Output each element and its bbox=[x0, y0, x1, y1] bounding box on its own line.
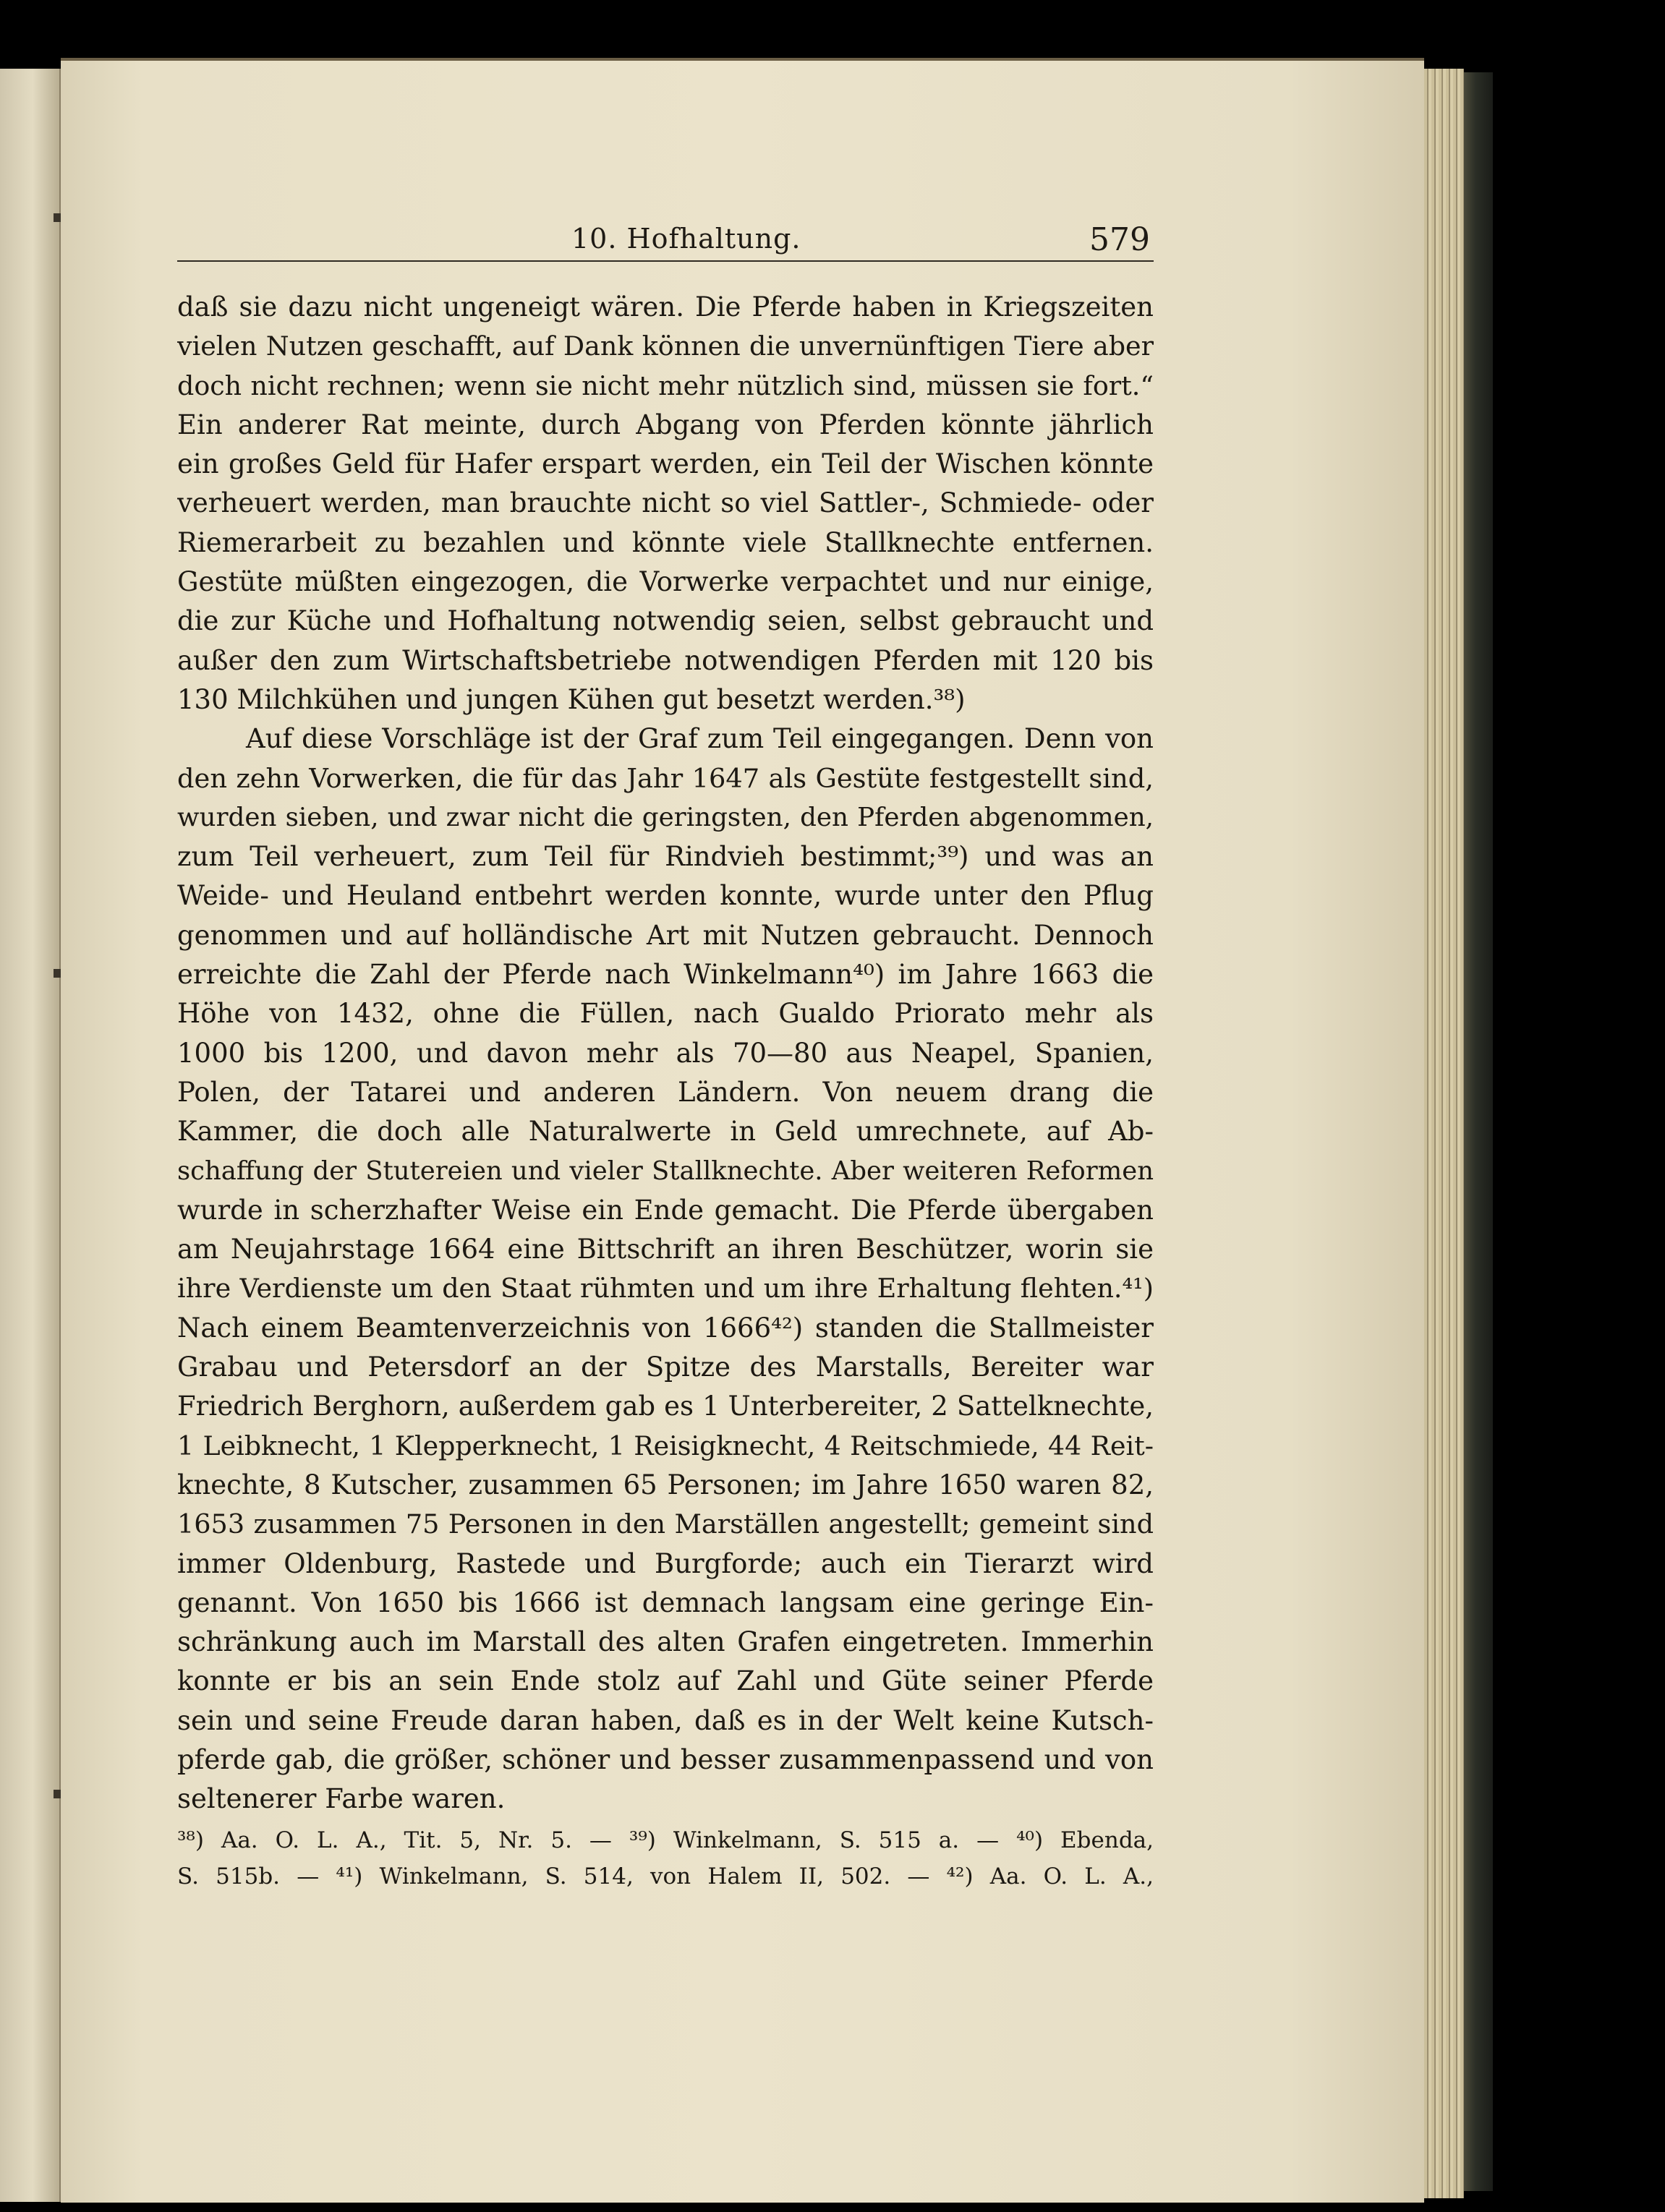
text-line: wurden sieben, und zwar nicht die geringsten, den Pferden abgenommen, bbox=[177, 802, 1154, 832]
text-line: 1000 bis 1200, und davon mehr als 70—80 aus Neapel, Spanien, bbox=[177, 1037, 1154, 1069]
text-line: knechte, 8 Kutscher, zusammen 65 Personen; im Jahre 1650 waren 82, bbox=[177, 1469, 1154, 1500]
text-line: außer den zum Wirtschaftsbetriebe notwendigen Pferden mit 120 bis bbox=[177, 644, 1154, 676]
text-line: Grabau und Petersdorf an der Spitze des Marstalls, Bereiter war bbox=[177, 1351, 1154, 1383]
text-line: sein und seine Freude daran haben, daß es in der Welt keine Kutsch- bbox=[177, 1704, 1154, 1736]
paragraph-start-line: Auf diese Vorschläge ist der Graf zum Teil eingegangen. Denn von bbox=[246, 723, 1154, 755]
text-line: ein großes Geld für Hafer erspart werden, ein Teil der Wischen könnte bbox=[177, 448, 1154, 480]
text-line: Höhe von 1432, ohne die Füllen, nach Gualdo Priorato mehr als bbox=[177, 998, 1154, 1030]
text-line: Gestüte müßten eingezogen, die Vorwerke verpachtet und nur einige, bbox=[177, 566, 1154, 598]
text-line: ihre Verdienste um den Staat rühmten und um ihre Erhaltung flehten.⁴¹) bbox=[177, 1273, 1154, 1304]
page-number: 579 bbox=[1089, 221, 1150, 258]
text-line: daß sie dazu nicht ungeneigt wären. Die Pferde haben in Kriegszeiten bbox=[177, 291, 1154, 323]
text-line: genommen und auf holländische Art mit Nutzen gebraucht. Dennoch bbox=[177, 919, 1154, 951]
text-line: erreichte die Zahl der Pferde nach Winkelmann⁴⁰) im Jahre 1663 die bbox=[177, 959, 1154, 991]
text-line: den zehn Vorwerken, die für das Jahr 1647 als Gestüte festgestellt sind, bbox=[177, 762, 1154, 794]
text-line: 1 Leibknecht, 1 Klepperknecht, 1 Reisigknecht, 4 Reitschmiede, 44 Reit- bbox=[177, 1430, 1154, 1461]
text-line: immer Oldenburg, Rastede und Burgforde; auch ein Tierarzt wird bbox=[177, 1547, 1154, 1579]
binding-stitch bbox=[54, 969, 61, 978]
running-title: 10. Hofhaltung. bbox=[571, 223, 801, 255]
binding-stitch bbox=[54, 213, 61, 222]
text-line: 130 Milchkühen und jungen Kühen gut besetzt werden.³⁸) bbox=[177, 683, 966, 715]
text-line: am Neujahrstage 1664 eine Bittschrift an ihren Beschützer, worin sie bbox=[177, 1234, 1154, 1265]
page-stack-edge bbox=[1424, 69, 1464, 2198]
body-text bbox=[177, 288, 1154, 1819]
binding-stitch bbox=[54, 1790, 61, 1798]
text-line: seltenerer Farbe waren. bbox=[177, 1783, 506, 1815]
text-line: doch nicht rechnen; wenn sie nicht mehr nützlich sind, müssen sie fort.“ bbox=[177, 370, 1154, 401]
text-line: die zur Küche und Hofhaltung notwendig seien, selbst gebraucht und bbox=[177, 605, 1154, 637]
text-line: Kammer, die doch alle Naturalwerte in Geld umrechnete, auf Ab- bbox=[177, 1116, 1154, 1148]
text-line: pferde gab, die größer, schöner und besser zusammenpassend und von bbox=[177, 1743, 1154, 1775]
text-line: wurde in scherzhafter Weise ein Ende gemacht. Die Pferde übergaben bbox=[177, 1194, 1154, 1226]
text-line: Weide- und Heuland entbehrt werden konnte, wurde unter den Pflug bbox=[177, 880, 1154, 912]
text-line: zum Teil verheuert, zum Teil für Rindvieh bestimmt;³⁹) und was an bbox=[177, 841, 1154, 873]
footnote-line: ³⁸) Aa. O. L. A., Tit. 5, Nr. 5. — ³⁹) Winkelmann, S. 515 a. — ⁴⁰) Ebenda, bbox=[177, 1827, 1154, 1853]
page-header bbox=[177, 217, 1154, 262]
footnote-line: S. 515b. — ⁴¹) Winkelmann, S. 514, von Halem II, 502. — ⁴²) Aa. O. L. A., bbox=[177, 1863, 1154, 1889]
text-line: genannt. Von 1650 bis 1666 ist demnach langsam eine geringe Ein- bbox=[177, 1587, 1154, 1618]
footnotes bbox=[177, 1822, 1154, 1895]
text-line: schränkung auch im Marstall des alten Grafen eingetreten. Immerhin bbox=[177, 1626, 1154, 1658]
text-line: vielen Nutzen geschafft, auf Dank können die unvernünftigen Tiere aber bbox=[177, 330, 1154, 362]
text-line: 1653 zusammen 75 Personen in den Marställen angestellt; gemeint sind bbox=[177, 1508, 1154, 1540]
text-line: Nach einem Beamtenverzeichnis von 1666⁴²) standen die Stallmeister bbox=[177, 1312, 1154, 1344]
book-cover-edge bbox=[1464, 72, 1493, 2191]
text-line: verheuert werden, man brauchte nicht so viel Sattler-, Schmiede- oder bbox=[177, 487, 1154, 519]
text-line: konnte er bis an sein Ende stolz auf Zahl und Güte seiner Pferde bbox=[177, 1665, 1154, 1697]
text-line: schaffung der Stutereien und vieler Stallknechte. Aber weiteren Reformen bbox=[177, 1156, 1154, 1186]
text-line: Friedrich Berghorn, außerdem gab es 1 Unterbereiter, 2 Sattelknechte, bbox=[177, 1391, 1154, 1422]
text-line: Ein anderer Rat meinte, durch Abgang von Pferden könnte jährlich bbox=[177, 409, 1154, 440]
text-line: Polen, der Tatarei und anderen Ländern. Von neuem drang die bbox=[177, 1076, 1154, 1108]
text-line: Riemerarbeit zu bezahlen und könnte viele Stallknechte entfernen. bbox=[177, 526, 1154, 558]
left-page-edge bbox=[0, 69, 61, 2202]
